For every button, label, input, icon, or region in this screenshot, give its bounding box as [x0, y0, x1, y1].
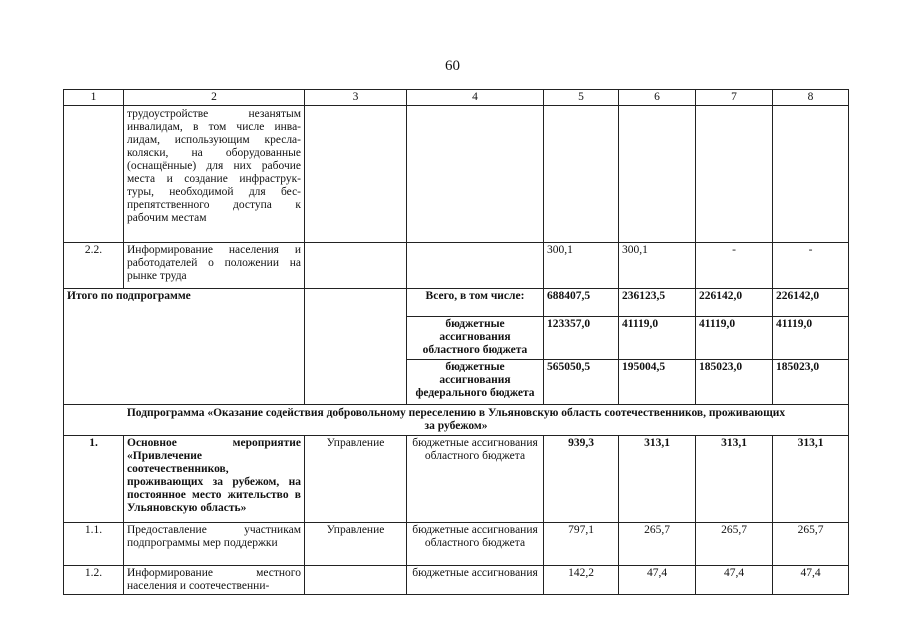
- funding-source: Всего, в том числе:: [407, 289, 544, 317]
- column-header: 7: [696, 90, 773, 106]
- value-cell: 185023,0: [773, 360, 849, 405]
- value-cell: 300,1: [619, 243, 696, 289]
- value-cell: 313,1: [619, 436, 696, 523]
- value-cell: 41119,0: [773, 317, 849, 360]
- table-row: [64, 243, 849, 289]
- column-header: 5: [544, 90, 619, 106]
- activity-name: Предоставление участникам подпрограммы мер поддержки: [124, 523, 305, 566]
- text-line: места и создание инфраструк-: [127, 173, 301, 185]
- text-line: коляски, на оборудованные: [127, 147, 301, 159]
- subprogram-total-label: Итого по подпрограмме: [64, 289, 305, 405]
- funding-source: бюджетные ассигнования федерального бюджета: [407, 360, 544, 405]
- funding-source: бюджетные ассигнования областного бюджета: [407, 317, 544, 360]
- value-cell: 313,1: [696, 436, 773, 523]
- value-cell: 939,3: [544, 436, 619, 523]
- row-number: 1.1.: [64, 523, 124, 566]
- value-cell: 47,4: [773, 566, 849, 595]
- text-line: рабочим местам: [127, 212, 207, 224]
- activity-name: Информирование населения и работодателей о положении на рынке труда: [124, 243, 305, 289]
- activity-name-continued: [124, 106, 305, 243]
- text-line: (оснащённые) для них рабочие: [127, 160, 301, 172]
- table-row: [64, 289, 849, 317]
- table-row: [64, 405, 849, 436]
- value-cell: 688407,5: [544, 289, 619, 317]
- value-cell: 47,4: [619, 566, 696, 595]
- value-cell: -: [696, 243, 773, 289]
- column-header: 8: [773, 90, 849, 106]
- table-row: [64, 566, 849, 595]
- column-header: 3: [305, 90, 407, 106]
- row-number: 1.2.: [64, 566, 124, 595]
- value-cell: -: [773, 243, 849, 289]
- column-header: 4: [407, 90, 544, 106]
- value-cell: 313,1: [773, 436, 849, 523]
- value-cell: 797,1: [544, 523, 619, 566]
- text-line: трудоустройстве незанятым: [127, 108, 301, 120]
- value-cell: 142,2: [544, 566, 619, 595]
- budget-table: [63, 89, 849, 595]
- value-cell: 265,7: [696, 523, 773, 566]
- text-line: лидам, использующим кресла-: [127, 134, 301, 146]
- value-cell: 236123,5: [619, 289, 696, 317]
- table-row: [64, 106, 849, 243]
- activity-name: Информирование местного населения и соотечественни-: [124, 566, 305, 595]
- value-cell: 195004,5: [619, 360, 696, 405]
- row-number: 2.2.: [64, 243, 124, 289]
- value-cell: 123357,0: [544, 317, 619, 360]
- page-number: 60: [445, 58, 460, 74]
- value-cell: 226142,0: [696, 289, 773, 317]
- text-line: туры, необходимой для бес-: [127, 186, 301, 198]
- funding-source: бюджетные ассигнования областного бюджета: [407, 436, 544, 523]
- executor: Управление: [305, 523, 407, 566]
- value-cell: 265,7: [619, 523, 696, 566]
- value-cell: 185023,0: [696, 360, 773, 405]
- table-row: [64, 436, 849, 523]
- value-cell: 300,1: [544, 243, 619, 289]
- value-cell: 265,7: [773, 523, 849, 566]
- funding-source: бюджетные ассигнования: [407, 566, 544, 595]
- table-row: [64, 523, 849, 566]
- value-cell: 41119,0: [619, 317, 696, 360]
- value-cell: 47,4: [696, 566, 773, 595]
- column-header: 6: [619, 90, 696, 106]
- value-cell: 226142,0: [773, 289, 849, 317]
- executor: Управление: [305, 436, 407, 523]
- value-cell: 41119,0: [696, 317, 773, 360]
- text-line: препятственного доступа к: [127, 199, 301, 211]
- text-line: инвалидам, в том числе инва-: [127, 121, 301, 133]
- value-cell: 565050,5: [544, 360, 619, 405]
- column-header: 2: [124, 90, 305, 106]
- column-number-row: [64, 90, 849, 106]
- activity-name: Основное мероприятие «Привлечение соотечественников, проживающих за рубежом, на постоянное место жительство в Ульяновскую область»: [124, 436, 305, 523]
- row-number: 1.: [64, 436, 124, 523]
- funding-source: бюджетные ассигнования областного бюджета: [407, 523, 544, 566]
- column-header: 1: [64, 90, 124, 106]
- subprogram-title: Подпрограмма «Оказание содействия добровольному переселению в Ульяновскую область соотечественников, проживающих за рубежом»: [64, 405, 849, 436]
